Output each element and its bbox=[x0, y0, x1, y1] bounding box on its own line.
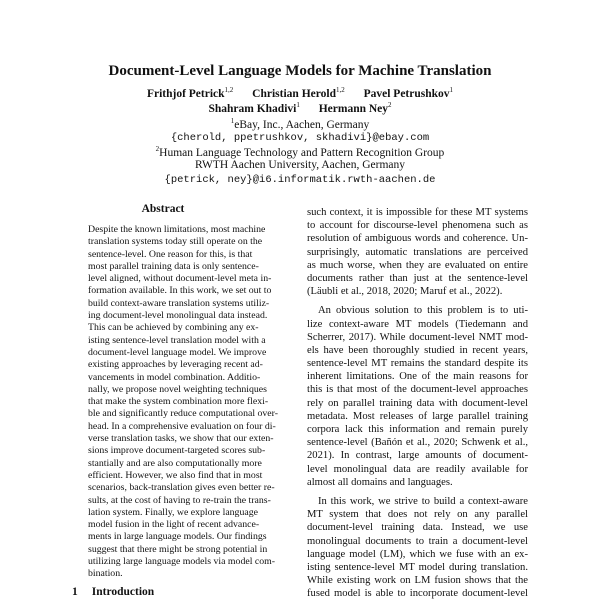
text-line: formation available. In this work, we set out to bbox=[88, 285, 272, 297]
text-line: (Läubli et al., 2018, 2020; Maruf et al., 2022). bbox=[307, 286, 503, 298]
text-line: lation system. Finally, we explore language bbox=[88, 506, 258, 518]
author: Shahram Khadivi$^1$ bbox=[208, 101, 300, 115]
section-heading-introduction bbox=[72, 586, 154, 598]
affiliation-2: $^2$Human Language Technology and Pattern Recognition Group bbox=[155, 145, 445, 159]
author: Christian Herold$^{1,2}$ bbox=[252, 86, 345, 100]
text-line: such context, it is impossible for these MT systems bbox=[307, 207, 528, 218]
text-line: rely on parallel training data with document-level bbox=[307, 397, 528, 409]
text-line: document-level language model. We improve bbox=[88, 346, 267, 358]
text-line: level aligned, without document-level meta in- bbox=[88, 273, 272, 285]
section-number: 1 bbox=[72, 586, 78, 598]
text-line: bination. bbox=[88, 568, 123, 580]
text-line: sentence-level MT remains the standard despite its bbox=[307, 358, 528, 370]
text-line: documents rather than just at the sentence-level bbox=[307, 272, 528, 284]
text-line: utilizing large language models via model com- bbox=[88, 556, 275, 568]
text-line: model fusion in the light of recent advance- bbox=[88, 519, 260, 531]
paper-title: Document-Level Language Models for Machine Translation bbox=[108, 63, 492, 79]
text-line: Despite the known limitations, most machine bbox=[88, 224, 266, 235]
text-line: An obvious solution to this problem is to uti- bbox=[318, 305, 528, 317]
abstract-body bbox=[88, 224, 278, 581]
text-line: Scherrer, 2017). While document-level NMT mod- bbox=[307, 331, 528, 343]
text-line: surprisingly, automatic translations are perceived bbox=[307, 246, 528, 258]
paragraph bbox=[307, 495, 528, 600]
text-line: almost all domains and languages. bbox=[307, 476, 453, 488]
text-line: vancements in model combination. Additio- bbox=[88, 371, 261, 383]
text-line: isting sentence-level translation model with a bbox=[88, 334, 266, 346]
text-line: language model (LM), which we fuse with an ex- bbox=[307, 548, 528, 560]
affiliation-2-emails: {petrick, ney}@i6.informatik.rwth-aachen.de bbox=[164, 174, 436, 186]
text-line: suggest that there might be strong potential in bbox=[88, 543, 268, 555]
text-line: translation systems today still operate on the bbox=[88, 236, 263, 248]
text-line: existing approaches by leveraging recent ad- bbox=[88, 359, 263, 371]
text-line: While existing work on LM fusion shows that the bbox=[307, 575, 528, 587]
text-line: that make the system combination more flexi- bbox=[88, 396, 269, 408]
text-line: sions improve document-targeted scores sub- bbox=[88, 445, 266, 457]
author: Frithjof Petrick$^{1,2}$ bbox=[146, 86, 234, 100]
text-line: fused model is able to incorporate document-level bbox=[307, 588, 528, 600]
affiliation-1: $^1$eBay, Inc., Aachen, Germany bbox=[230, 117, 370, 131]
text-line: monolingual documents to train a document-level bbox=[307, 535, 528, 547]
text-line: document-level training data. Instead, we use bbox=[307, 522, 528, 534]
text-line: metadata. Most releases of large parallel training bbox=[307, 410, 528, 422]
text-line: This can be achieved by combining any ex- bbox=[88, 322, 259, 334]
text-line: level monolingual data are readily available for bbox=[307, 463, 528, 475]
text-line: as much worse, when they are evaluated on entire bbox=[307, 259, 528, 271]
text-line: MT system that does not rely on any parallel bbox=[307, 509, 528, 521]
affiliation-1-emails: {cherold, ppetrushkov, skhadivi}@ebay.com bbox=[170, 132, 430, 144]
text-line: resolution of ambiguous words and coherence. Un- bbox=[307, 233, 528, 245]
text-line: sentence-level. One reason for this, is that bbox=[88, 248, 253, 260]
text-line: ing document-level monolingual data instead. bbox=[88, 310, 268, 322]
text-line: sults, at the cost of having to re-train the trans- bbox=[88, 494, 271, 506]
text-line: efficient. However, we also find that in most bbox=[88, 469, 263, 481]
paragraph bbox=[307, 304, 528, 489]
text-line: nally, we propose novel weighting techniques bbox=[88, 383, 267, 395]
right-column-body bbox=[307, 206, 528, 600]
text-line: els have been thoroughly studied in recent years, bbox=[307, 344, 528, 356]
text-line: sentence-level (Bañón et al., 2020; Schwenk et al., bbox=[307, 437, 528, 449]
section-title: Introduction bbox=[91, 586, 155, 598]
affiliation-2-university: RWTH Aachen University, Aachen, Germany bbox=[194, 159, 406, 171]
text-line: 2021). In contrast, large amounts of document- bbox=[307, 450, 528, 462]
text-line: this is that most of the document-level approaches bbox=[307, 384, 528, 396]
text-line: build context-aware translation systems utiliz- bbox=[88, 297, 270, 309]
text-line: inherent limitations. One of the main reasons for bbox=[307, 371, 528, 383]
abstract-section bbox=[88, 203, 278, 581]
text-line: isting sentence-level MT model during translation. bbox=[307, 561, 528, 573]
paragraph bbox=[307, 206, 528, 298]
authors-line-2 bbox=[0, 101, 600, 115]
text-line: ments in large language models. Our findings bbox=[88, 531, 267, 543]
text-line: In this work, we strive to build a context-aware bbox=[318, 495, 528, 507]
text-line: head. In a comprehensive evaluation on four di- bbox=[88, 420, 276, 432]
text-line: corpora lack this information and remain purely bbox=[307, 424, 528, 435]
text-line: ble and significantly reduce computational over- bbox=[88, 408, 278, 420]
text-line: verse translation tasks, we show that our exten- bbox=[88, 433, 274, 445]
text-line: to account for discourse-level phenomena such as bbox=[307, 220, 528, 232]
text-line: most parallel training data is only sentence- bbox=[88, 260, 259, 272]
author: Pavel Petrushkov$^1$ bbox=[363, 86, 454, 100]
authors-line-1 bbox=[0, 86, 600, 100]
text-line: lize context-aware MT models (Tiedemann and bbox=[307, 318, 528, 330]
text-line: stantially and are also computationally more bbox=[88, 457, 262, 469]
abstract-heading: Abstract bbox=[141, 203, 185, 215]
text-line: scenarios, back-translation gives even better re- bbox=[88, 482, 275, 494]
author: Hermann Ney$^2$ bbox=[318, 101, 392, 115]
